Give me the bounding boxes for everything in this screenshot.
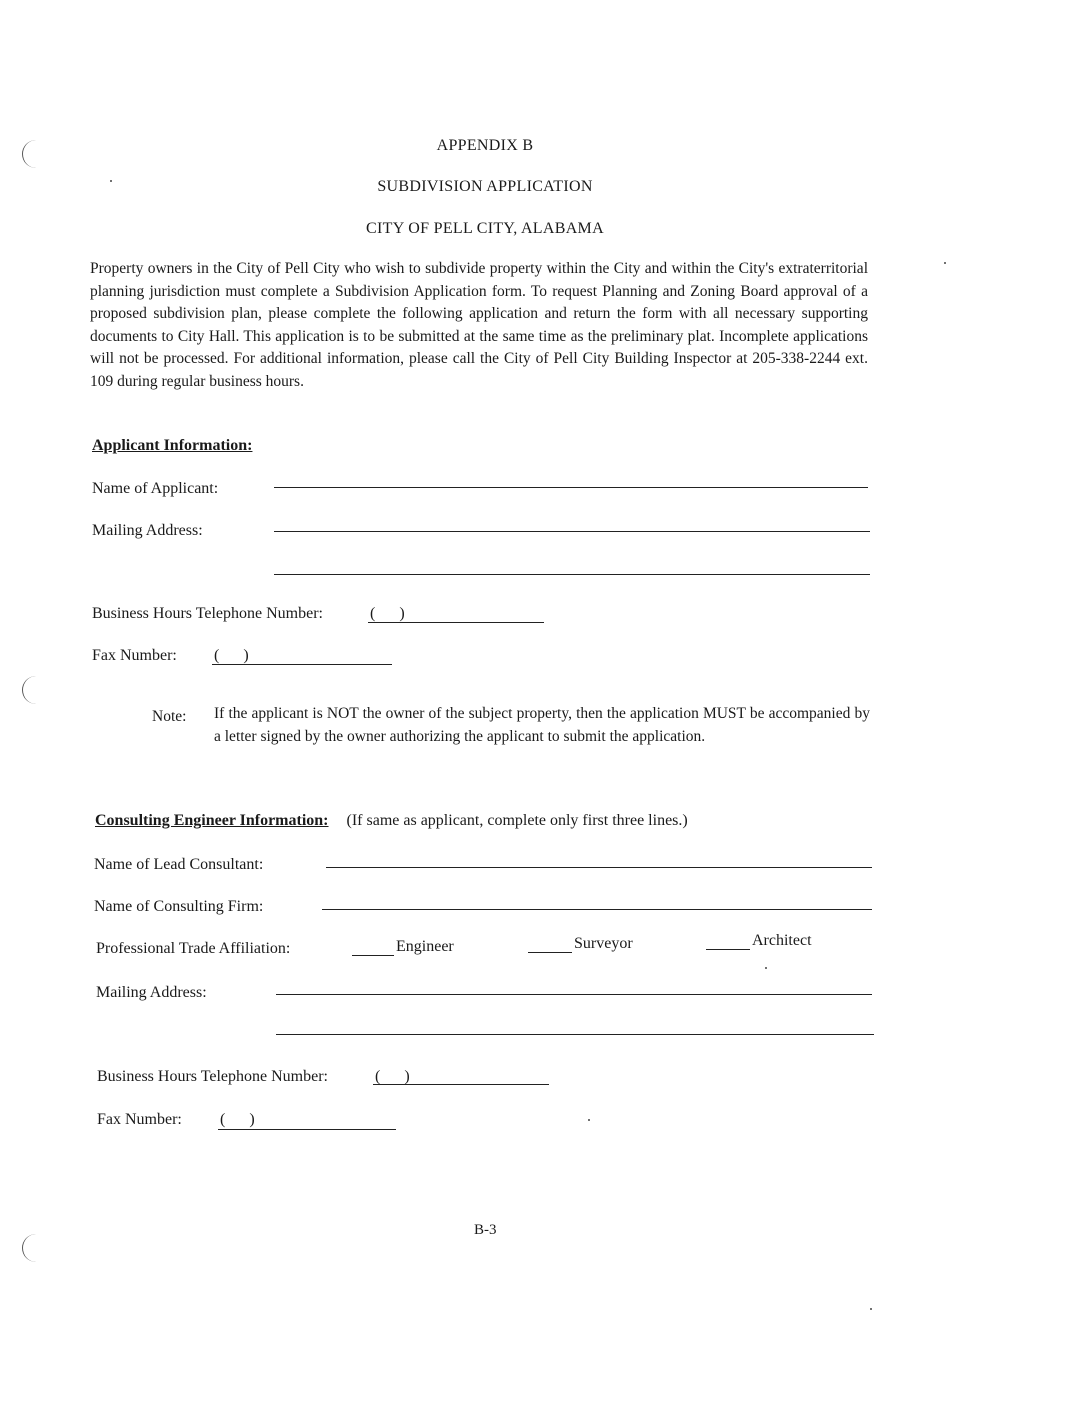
- consulting-firm-label: Name of Consulting Firm:: [94, 898, 264, 915]
- punch-hole-bottom: [22, 1234, 39, 1262]
- applicant-name-label: Name of Applicant:: [92, 480, 219, 497]
- scan-speck: [944, 262, 946, 264]
- applicant-address-field-2[interactable]: [274, 574, 870, 575]
- note-text: If the applicant is NOT the owner of the subject property, then the application MUST be accompanied by a letter signed by the owner authorizing the applicant to submit the application.: [214, 705, 870, 745]
- scan-speck: [870, 1308, 872, 1310]
- applicant-phone-field[interactable]: [368, 622, 544, 623]
- affiliation-label: Professional Trade Affiliation:: [96, 940, 291, 957]
- architect-option-label: Architect: [752, 932, 812, 949]
- applicant-phone-area-code: ( ): [370, 605, 405, 622]
- intro-paragraph: Property owners in the City of Pell City who wish to subdivide property within the City and within the City's extraterritorial planning jurisdiction must complete a Subdivision Application form. To request Planning and Zoning Board approval of a proposed subdivision plan, please complete the following application and return the form with all necessary supporting documents to City Hall. This application is to be submitted at the same time as the preliminary plat. Incomplete applications will not be processed. For additional information, please call the City of Pell City Building Inspector at 205-338-2244 ext. 109 during regular business hours.: [90, 260, 868, 390]
- engineer-heading-row: [95, 812, 688, 830]
- appendix-label: APPENDIX B: [436, 137, 534, 154]
- engineer-option-label: Engineer: [396, 938, 454, 955]
- architect-checkbox-line[interactable]: [706, 949, 750, 950]
- applicant-heading: Applicant Information:: [92, 437, 253, 454]
- consulting-firm-field[interactable]: [322, 909, 872, 910]
- engineer-address-label: Mailing Address:: [96, 984, 207, 1001]
- scan-speck: [765, 967, 767, 969]
- applicant-address-field-1[interactable]: [274, 531, 870, 532]
- punch-hole-middle: [22, 676, 39, 704]
- applicant-fax-field[interactable]: [212, 664, 392, 665]
- applicant-address-label: Mailing Address:: [92, 522, 203, 539]
- surveyor-checkbox-line[interactable]: [528, 952, 572, 953]
- document-title: SUBDIVISION APPLICATION: [377, 178, 593, 195]
- engineer-phone-label: Business Hours Telephone Number:: [97, 1068, 328, 1085]
- applicant-phone-label: Business Hours Telephone Number:: [92, 605, 323, 622]
- scan-speck: [588, 1119, 590, 1121]
- applicant-fax-area-code: ( ): [214, 647, 249, 664]
- engineer-address-field-1[interactable]: [276, 994, 872, 995]
- note-label: Note:: [152, 708, 187, 725]
- engineer-fax-label: Fax Number:: [97, 1111, 182, 1128]
- applicant-name-field[interactable]: [274, 487, 868, 488]
- surveyor-option-label: Surveyor: [574, 935, 633, 952]
- engineer-fax-area-code: ( ): [220, 1111, 255, 1128]
- engineer-fax-field[interactable]: [218, 1129, 396, 1130]
- engineer-heading-note: (If same as applicant, complete only first three lines.): [346, 812, 688, 829]
- engineer-checkbox-line[interactable]: [352, 955, 394, 956]
- lead-consultant-label: Name of Lead Consultant:: [94, 856, 264, 873]
- lead-consultant-field[interactable]: [326, 867, 872, 868]
- page-number: B-3: [474, 1222, 497, 1238]
- engineer-heading: Consulting Engineer Information:: [95, 812, 329, 829]
- applicant-fax-label: Fax Number:: [92, 647, 177, 664]
- engineer-address-field-2[interactable]: [276, 1034, 874, 1035]
- engineer-phone-area-code: ( ): [375, 1068, 410, 1085]
- city-name: CITY OF PELL CITY, ALABAMA: [366, 220, 604, 237]
- engineer-phone-field[interactable]: [373, 1084, 549, 1085]
